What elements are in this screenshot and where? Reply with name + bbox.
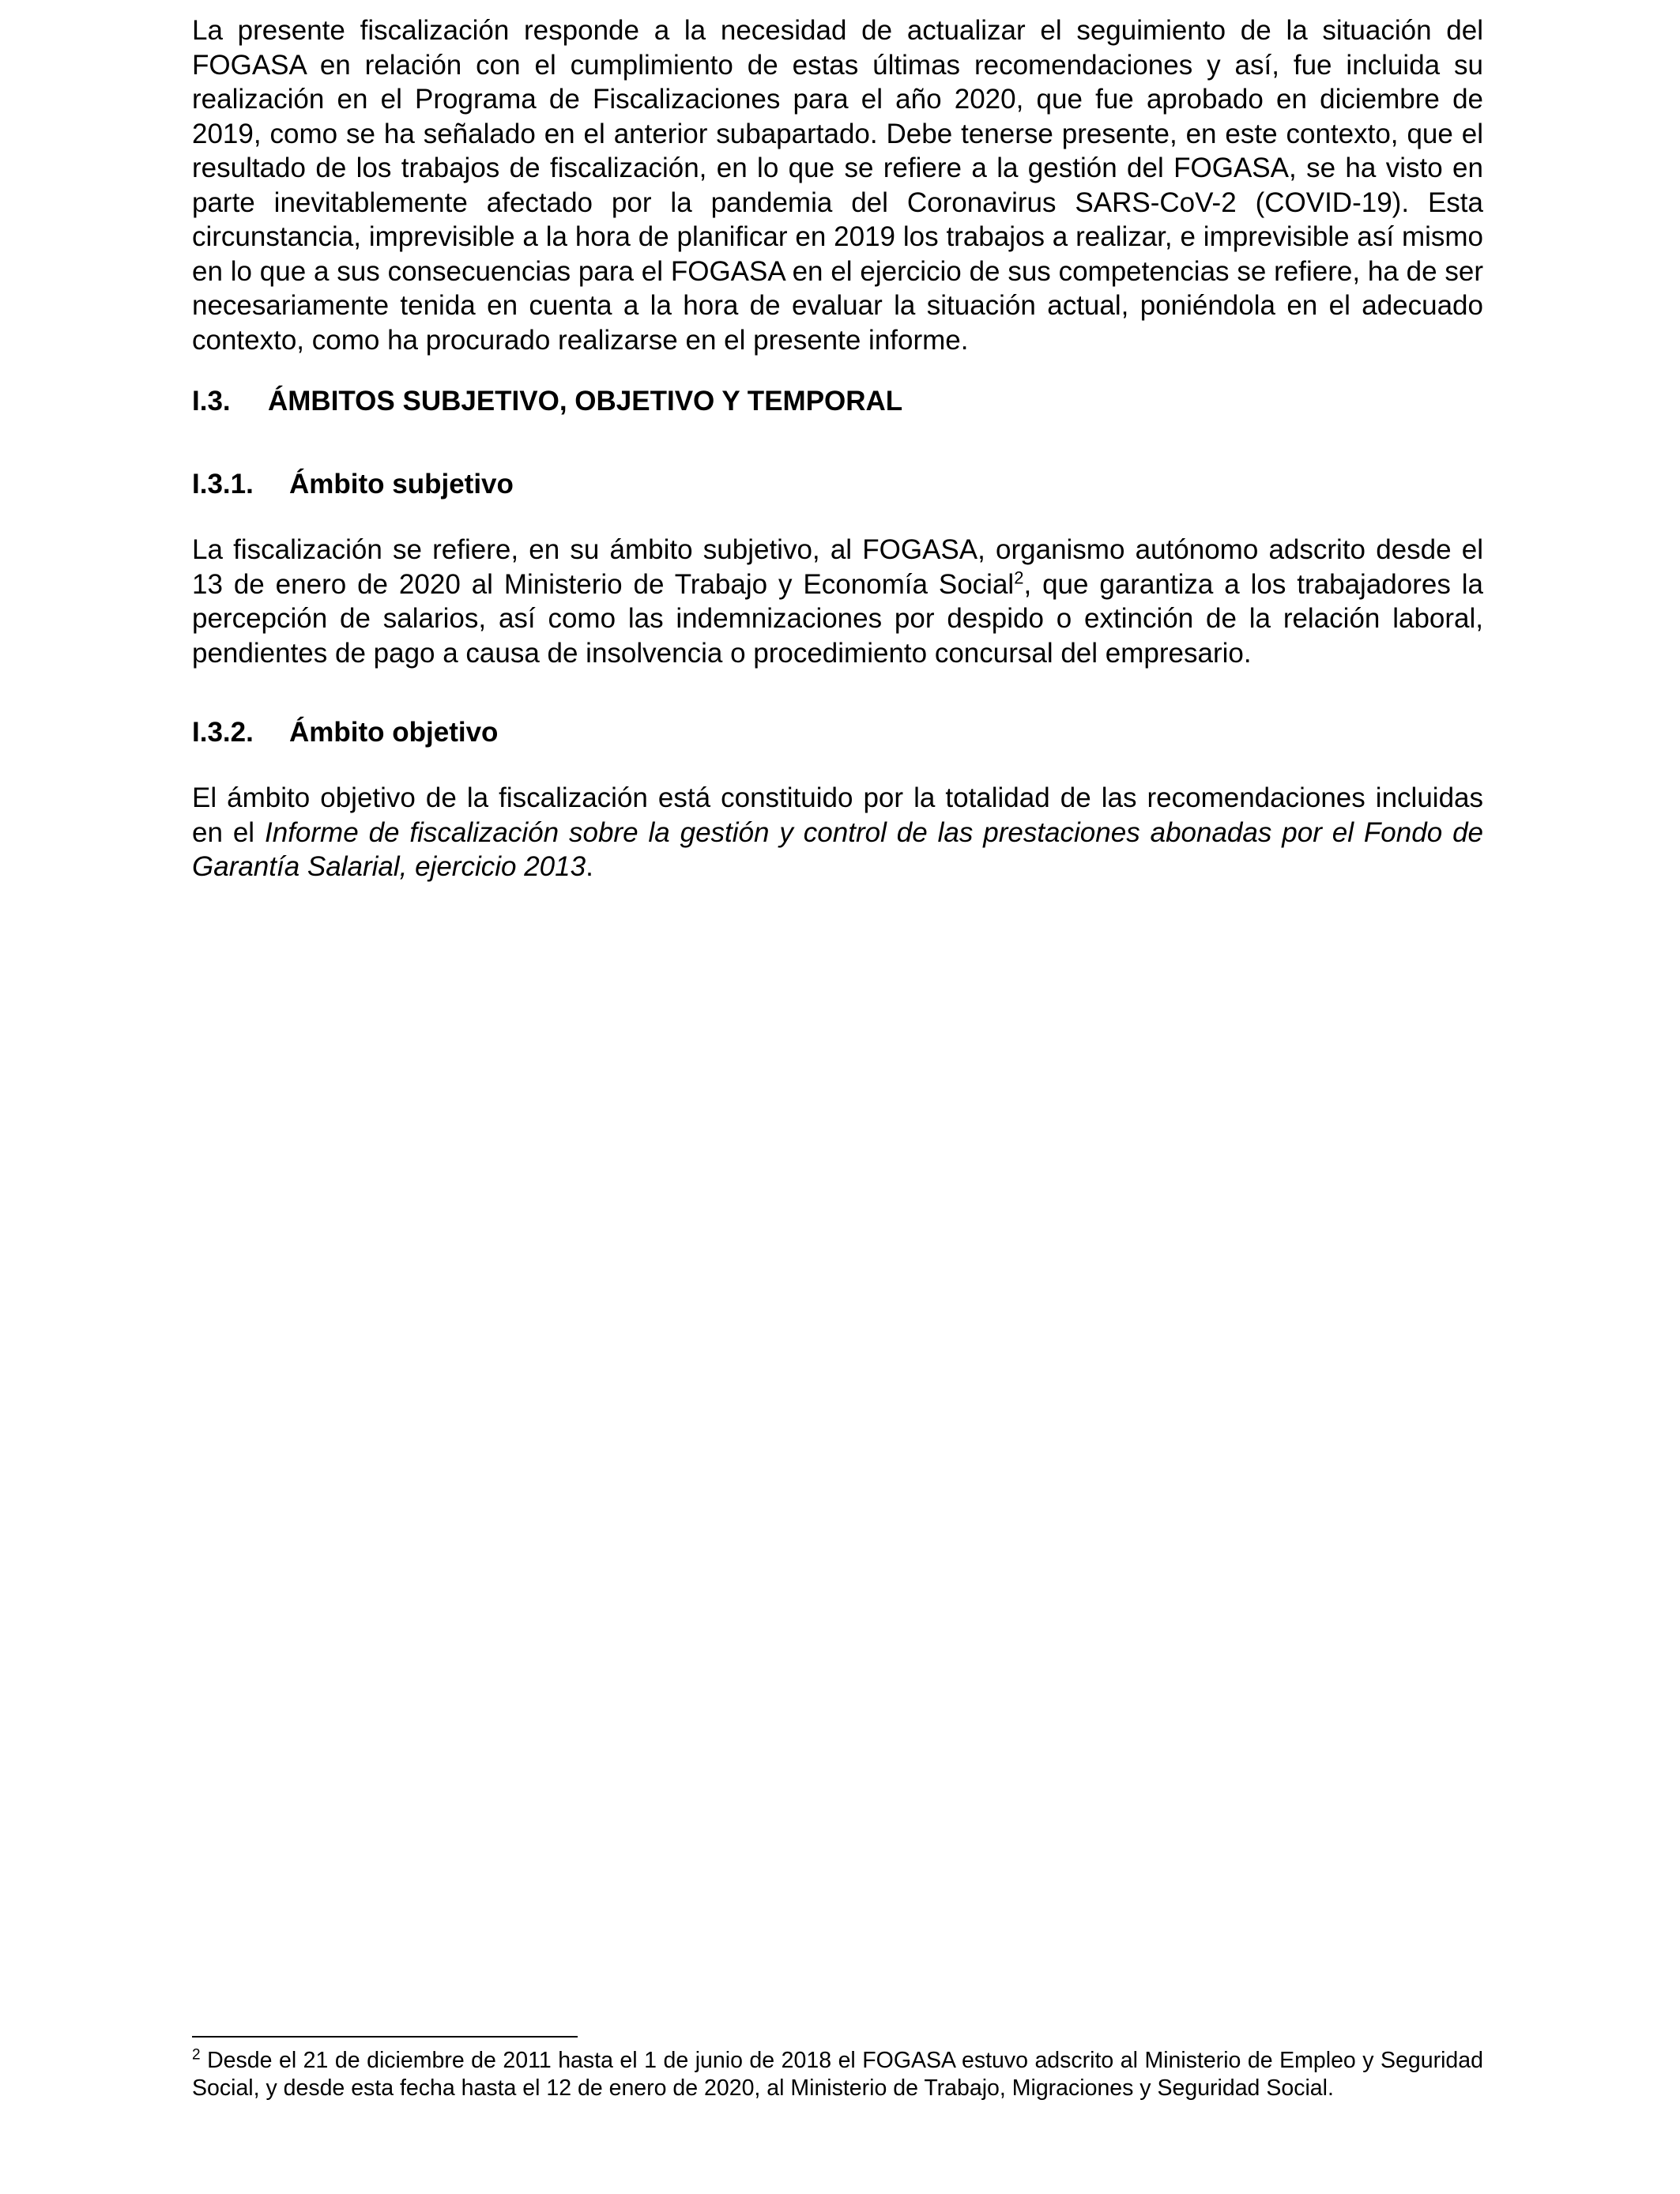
intro-paragraph: La presente fiscalización responde a la necesidad de actualizar el seguimiento de la situación del FOGASA en relación con el cumplimiento de estas últimas recomendaciones y así, fue incluida su realización en el Programa de Fiscalizaciones para el año 2020, que fue aprobado en diciembre de 2019, como se ha señalado en el anterior subapartado. Debe tenerse presente, en este contexto, que el resultado de los trabajos de fiscalización, en lo que se refiere a la gestión del FOGASA, se ha visto en parte inevitablemente afectado por la pandemia del Coronavirus SARS-CoV-2 (COVID-19). Esta circunstancia, imprevisible a la hora de planificar en 2019 los trabajos a realizar, e imprevisible así mismo en lo que a sus consecuencias para el FOGASA en el ejercicio de sus competencias se refiere, ha de ser necesariamente tenida en cuenta a la hora de evaluar la situación actual, poniéndola en el adecuado contexto, como ha procurado realizarse en el presente informe. bbox=[192, 15, 1483, 356]
footnote-reference: 2 bbox=[1014, 567, 1024, 587]
footnote-text: Desde el 21 de diciembre de 2011 hasta el 1 de junio de 2018 el FOGASA estuvo adscrito al Ministerio de Empleo y Seguridad Social, y desde esta fecha hasta el 12 de enero de 2020, al Ministerio de Trabajo, Migraciones y Seguridad Social. bbox=[192, 2048, 1483, 2101]
footnote bbox=[192, 2047, 1483, 2102]
section-heading bbox=[192, 384, 902, 418]
subjective-scope-text-end: , que garantiza a los trabajadores la percepción de salarios, así como las indemnizaciones por despido o extinción de la relación laboral, pendientes de pago a causa de insolvencia o procedimiento concursal del empresario. bbox=[192, 568, 1483, 669]
objective-scope-heading-number: I.3.2. bbox=[192, 717, 254, 748]
subjective-scope-paragraph bbox=[192, 533, 1483, 670]
footnote-separator bbox=[192, 2036, 578, 2038]
footnote-marker: 2 bbox=[192, 2046, 201, 2064]
subjective-scope-heading bbox=[192, 467, 514, 501]
objective-scope-text-end: . bbox=[586, 851, 593, 882]
objective-scope-paragraph bbox=[192, 781, 1483, 884]
objective-scope-text-start: El ámbito objetivo de la fiscalización está constituido por la totalidad de las recomendaciones incluidas en el bbox=[192, 782, 1483, 848]
subjective-scope-text-start: La fiscalización se refiere, en su ámbito subjetivo, al FOGASA, organismo autónomo adscrito desde el 13 de enero de 2020 al Ministerio de Trabajo y Economía Social bbox=[192, 534, 1483, 600]
report-title-italic: Informe de fiscalización sobre la gestión y control de las prestaciones abonadas por el Fondo de Garantía Salarial, ejercicio 2013 bbox=[192, 816, 1484, 882]
section-heading-number: I.3. bbox=[192, 386, 231, 417]
objective-scope-heading-title: Ámbito objetivo bbox=[289, 717, 499, 748]
section-heading-title: ÁMBITOS SUBJETIVO, OBJETIVO Y TEMPORAL bbox=[268, 386, 903, 417]
objective-scope-heading bbox=[192, 715, 498, 749]
subjective-scope-heading-title: Ámbito subjetivo bbox=[289, 469, 514, 499]
subjective-scope-heading-number: I.3.1. bbox=[192, 469, 254, 499]
